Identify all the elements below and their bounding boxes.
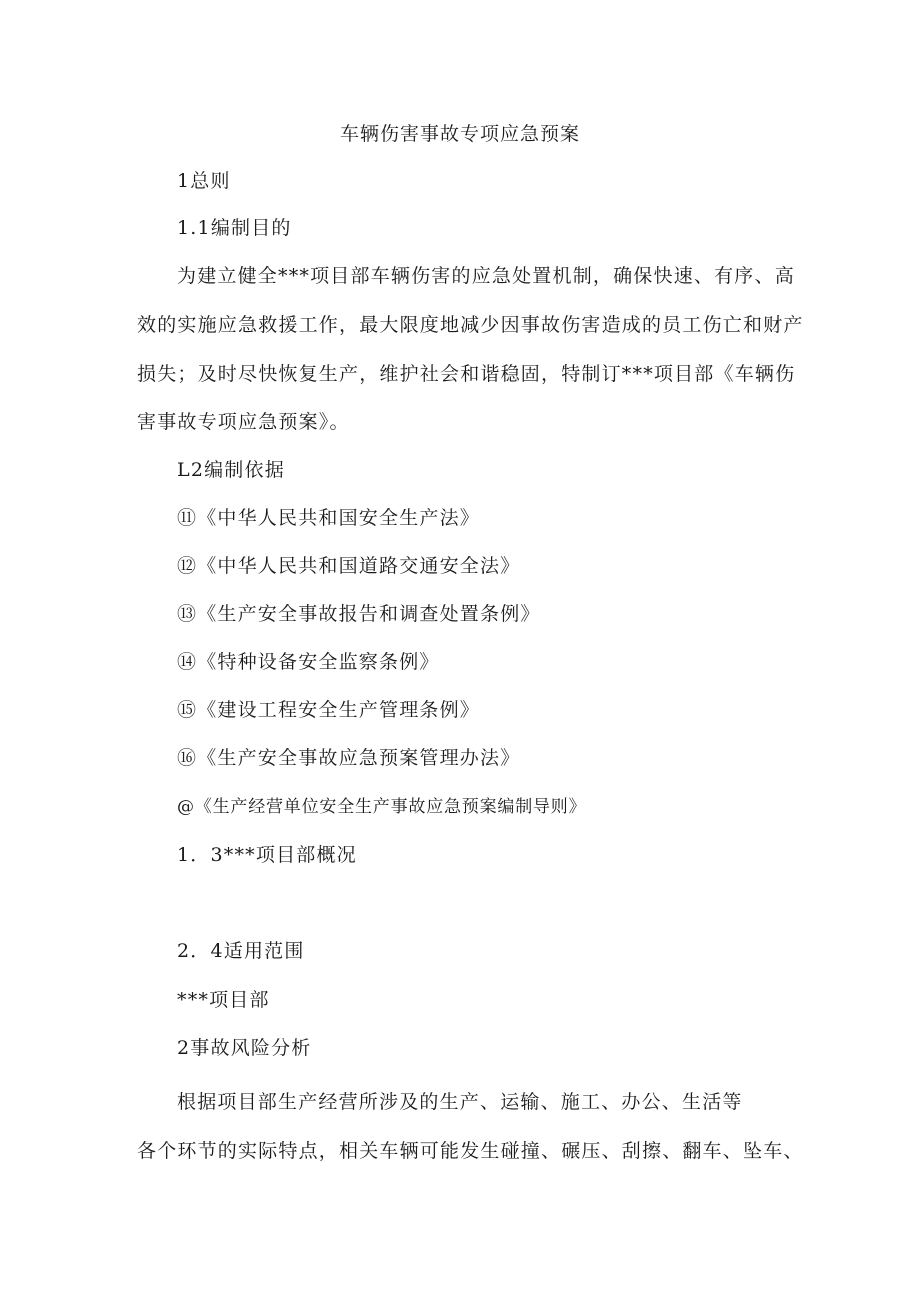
section-heading-overview: 1．3***项目部概况	[177, 844, 357, 866]
purpose-paragraph-line-3: 损失；及时尽快恢复生产，维护社会和谐稳固，特制订***项目部《车辆伤	[137, 363, 796, 385]
risk-paragraph-line-2: 各个环节的实际特点，相关车辆可能发生碰撞、碾压、刮擦、翻车、坠车、	[137, 1140, 804, 1162]
basis-item: ⑪《中华人民共和国安全生产法》	[177, 507, 481, 529]
section-heading-general: 1总则	[177, 170, 231, 192]
basis-item: ⑭《特种设备安全监察条例》	[177, 651, 440, 673]
basis-item: ⑯《生产安全事故应急预案管理办法》	[177, 747, 521, 769]
section-heading-scope: 2．4适用范围	[177, 940, 305, 962]
document-title: 车辆伤害事故专项应急预案	[339, 123, 580, 145]
basis-item: ⑮《建设工程安全生产管理条例》	[177, 699, 481, 721]
section-heading-basis: L2编制依据	[177, 459, 285, 481]
risk-paragraph-line-1: 根据项目部生产经营所涉及的生产、运输、施工、办公、生活等	[177, 1091, 743, 1113]
purpose-paragraph-line-4: 害事故专项应急预案》。	[137, 411, 350, 433]
basis-item: ⑬《生产安全事故报告和调查处置条例》	[177, 603, 541, 625]
basis-item: ⑫《中华人民共和国道路交通安全法》	[177, 555, 521, 577]
purpose-paragraph-line-1: 为建立健全***项目部车辆伤害的应急处置机制，确保快速、有序、高	[177, 265, 795, 287]
scope-text: ***项目部	[177, 989, 270, 1011]
section-heading-risk: 2事故风险分析	[177, 1037, 312, 1059]
section-heading-purpose: 1.1编制目的	[177, 217, 292, 239]
basis-item: @《生产经营单位安全生产事故应急预案编制导则》	[177, 797, 587, 817]
purpose-paragraph-line-2: 效的实施应急救援工作，最大限度地减少因事故伤害造成的员工伤亡和财产	[137, 314, 804, 336]
